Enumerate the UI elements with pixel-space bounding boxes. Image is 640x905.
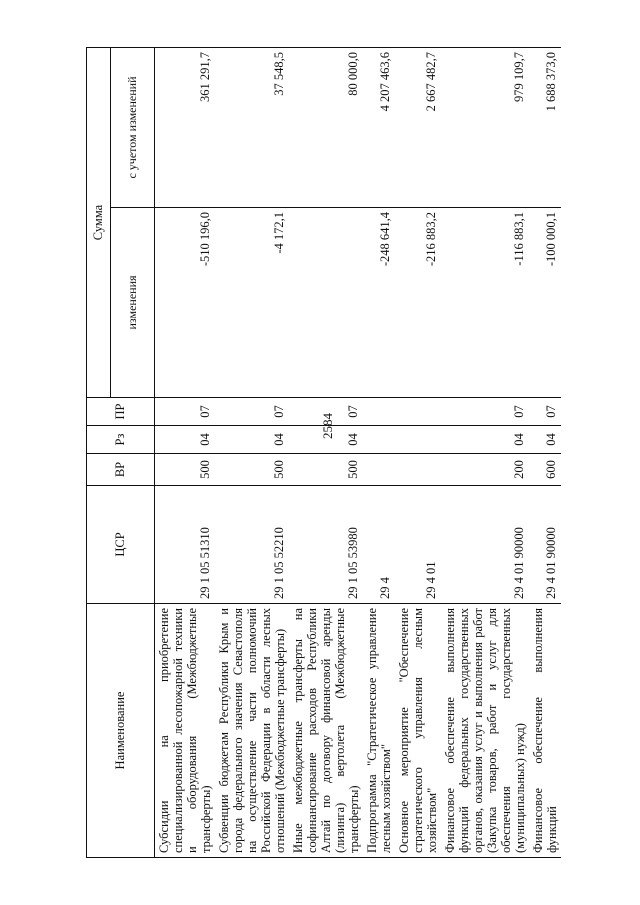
header-pr: ПР xyxy=(87,398,155,426)
row-total: 979 109,7 xyxy=(441,48,529,208)
row-csr: 29 4 01 90000 xyxy=(529,486,561,604)
table-row xyxy=(289,48,363,858)
row-rz: 04 xyxy=(155,426,216,454)
header-change: изменения xyxy=(111,208,155,398)
row-csr: 29 1 05 53980 xyxy=(289,486,363,604)
row-name: Финансовое обеспечение выполнения функций xyxy=(529,604,561,858)
row-pr: 07 xyxy=(155,398,216,426)
row-total: 2 667 482,7 xyxy=(395,48,441,208)
header-vr: ВР xyxy=(87,454,155,486)
row-csr: 29 1 05 51310 xyxy=(155,486,216,604)
row-total: 4 207 463,6 xyxy=(363,48,395,208)
row-vr: 600 xyxy=(529,454,561,486)
header-sum: Сумма xyxy=(87,48,111,398)
row-pr: 07 xyxy=(441,398,529,426)
row-rz xyxy=(395,426,441,454)
row-name: Субсидии на приобретение специализированной лесопожарной техники и оборудования (Межбюджетные трансферты) xyxy=(155,604,216,858)
row-rz xyxy=(363,426,395,454)
header-rz: Рз xyxy=(87,426,155,454)
row-pr: 07 xyxy=(289,398,363,426)
row-change: -4 172,1 xyxy=(215,208,289,398)
row-name: Иные межбюджетные трансферты на софинансирование расходов Республики Алтай по договору финансовой аренды (лизинга) вертолета (Межбюджетные трансферты) xyxy=(289,604,363,858)
row-rz: 04 xyxy=(215,426,289,454)
row-vr: 500 xyxy=(215,454,289,486)
row-total: 37 548,5 xyxy=(215,48,289,208)
row-total: 1 688 373,0 xyxy=(529,48,561,208)
row-pr: 07 xyxy=(215,398,289,426)
header-csr: ЦСР xyxy=(87,486,155,604)
row-vr: 500 xyxy=(289,454,363,486)
table-row xyxy=(155,48,216,858)
row-name: Подпрограмма "Стратегическое управление лесным хозяйством" xyxy=(363,604,395,858)
row-change: -100 000,1 xyxy=(529,208,561,398)
row-csr: 29 4 01 xyxy=(395,486,441,604)
row-total: 80 000,0 xyxy=(289,48,363,208)
budget-table xyxy=(86,47,561,858)
table-row xyxy=(215,48,289,858)
row-vr xyxy=(363,454,395,486)
row-name: Финансовое обеспечение выполнения функций федеральных государственных органов, оказания услуг и выполнения работ (Закупка товаров, работ и услуг для обеспечения государственных (муниципальных) нужд) xyxy=(441,604,529,858)
row-name: Основное мероприятие "Обеспечение стратегического управления лесным хозяйством" xyxy=(395,604,441,858)
row-rz: 04 xyxy=(289,426,363,454)
table-row xyxy=(363,48,395,858)
row-csr: 29 4 xyxy=(363,486,395,604)
table-row xyxy=(529,48,561,858)
row-pr: 07 xyxy=(529,398,561,426)
row-vr: 500 xyxy=(155,454,216,486)
row-change: -116 883,1 xyxy=(441,208,529,398)
row-csr: 29 1 05 52210 xyxy=(215,486,289,604)
row-name: Субвенции бюджетам Республики Крым и города федерального значения Севастополя на осуществление части полномочий Российской Федерации в области лесных отношений (Межбюджетные трансферты) xyxy=(215,604,289,858)
row-change: -216 883,2 xyxy=(395,208,441,398)
row-change: -248 641,4 xyxy=(363,208,395,398)
row-change xyxy=(289,208,363,398)
header-name: Наименование xyxy=(87,604,155,858)
row-rz: 04 xyxy=(529,426,561,454)
row-vr xyxy=(395,454,441,486)
row-total: 361 291,7 xyxy=(155,48,216,208)
page-number: 2584 xyxy=(320,413,335,439)
table-row xyxy=(441,48,529,858)
row-pr xyxy=(363,398,395,426)
row-csr: 29 4 01 90000 xyxy=(441,486,529,604)
row-rz: 04 xyxy=(441,426,529,454)
table-row xyxy=(395,48,441,858)
row-change: -510 196,0 xyxy=(155,208,216,398)
rotated-table-wrapper xyxy=(86,48,559,858)
row-pr xyxy=(395,398,441,426)
row-vr: 200 xyxy=(441,454,529,486)
header-with-changes: с учетом изменений xyxy=(111,48,155,208)
